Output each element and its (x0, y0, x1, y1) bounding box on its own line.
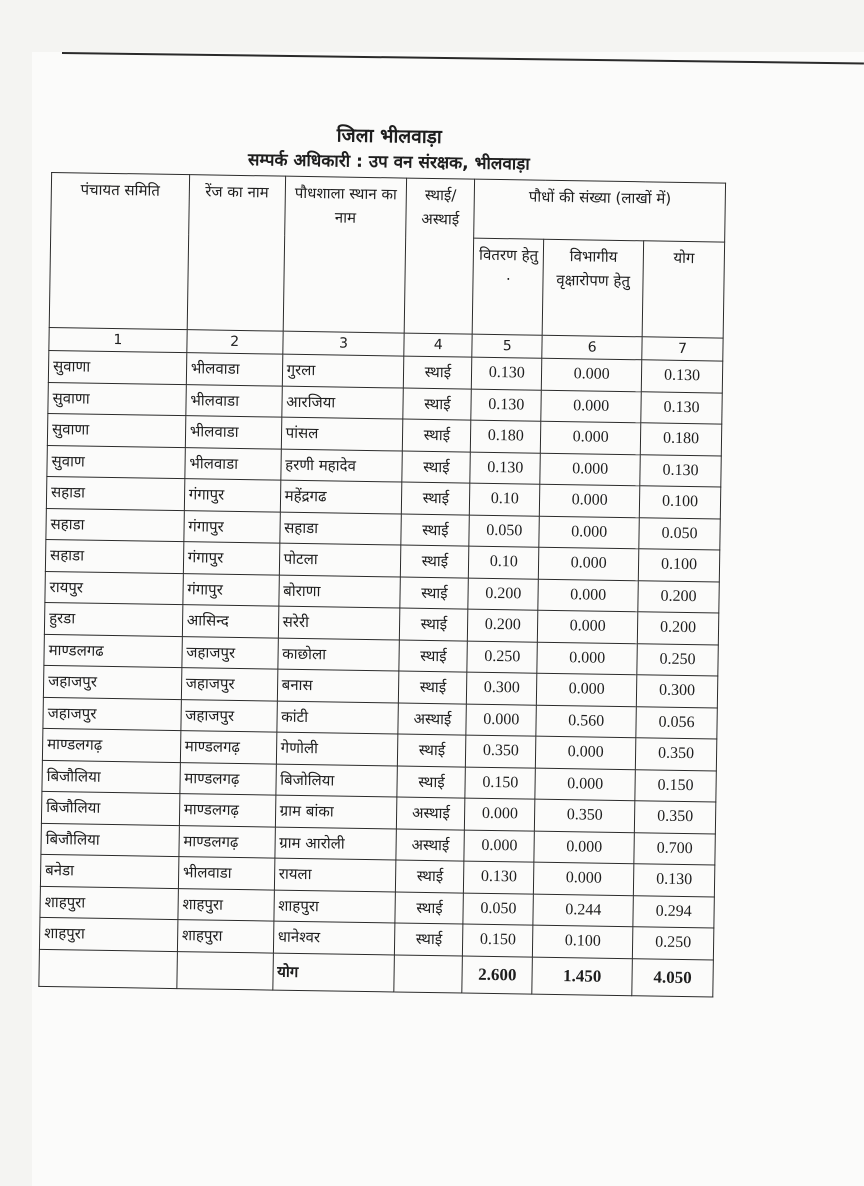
cell-nursery: हरणी महादेव (280, 449, 402, 482)
cell-distribution: 0.050 (469, 515, 539, 548)
column-number: 5 (472, 334, 542, 358)
cell-panchayat: माण्डलगढ़ (42, 728, 180, 762)
cell-panchayat: माण्डलगढ (44, 634, 182, 668)
cell-distribution: 0.150 (465, 767, 535, 800)
cell-distribution: 0.10 (470, 483, 540, 516)
cell-nursery: महेंद्रगढ (280, 480, 402, 513)
cell-departmental: 0.000 (539, 516, 639, 549)
cell-nursery: पोटला (279, 543, 401, 576)
cell-panchayat: सहाडा (46, 508, 184, 542)
cell-total: 0.200 (638, 580, 719, 613)
cell-departmental: 0.350 (535, 799, 635, 832)
document-title: जिला भीलवाड़ा (336, 124, 442, 149)
cell-panchayat: सुवाणा (48, 350, 186, 384)
cell-type: स्थाई (402, 451, 470, 484)
cell-total: 0.180 (640, 423, 721, 456)
column-number: 3 (282, 331, 404, 356)
cell-nursery: कांटी (276, 701, 398, 734)
cell-type: स्थाई (399, 671, 467, 704)
cell-panchayat: सुवाण (47, 445, 185, 479)
cell-departmental: 0.000 (535, 768, 635, 801)
cell-type: अस्थाई (396, 829, 464, 862)
cell-departmental: 0.000 (537, 673, 637, 706)
cell-total: 0.130 (640, 454, 721, 487)
cell-range: जहाजपुर (181, 668, 277, 701)
cell-nursery: बिजोलिया (276, 764, 398, 797)
cell-distribution: 0.180 (471, 420, 541, 453)
cell-nursery: ग्राम बांका (275, 795, 397, 828)
cell-distribution: 0.10 (469, 546, 539, 579)
cell-distribution: 0.000 (464, 830, 534, 863)
cell-nursery: शाहपुरा (274, 890, 396, 923)
header-plant-count: पौधों की संख्या (लाखों में) (474, 179, 726, 242)
cell-departmental: 0.244 (533, 894, 633, 927)
cell-distribution: 0.130 (470, 452, 540, 485)
cell-total: 0.130 (633, 864, 714, 897)
cell-distribution: 0.200 (468, 609, 538, 642)
header-departmental: विभागीय वृक्षारोपण हेतु (542, 239, 643, 337)
cell-type: स्थाई (395, 891, 463, 924)
cell-nursery: काछोला (277, 638, 399, 671)
header-type: स्थाई/ अस्थाई (405, 178, 475, 334)
cell-panchayat: शाहपुरा (40, 886, 178, 920)
cell-type: अस्थाई (398, 703, 466, 736)
cell-departmental: 0.000 (542, 358, 642, 391)
cell-type: स्थाई (403, 388, 471, 421)
cell-nursery: आरजिया (281, 386, 403, 419)
cell-departmental: 0.000 (540, 484, 640, 517)
header-distribution: वितरण हेतु · (472, 238, 543, 335)
cell-panchayat: हुरडा (44, 602, 182, 636)
cell-type: स्थाई (397, 766, 465, 799)
column-number: 2 (187, 330, 283, 355)
header-panchayat: पंचायत समिति (49, 173, 189, 330)
cell-panchayat: सहाडा (46, 476, 184, 510)
cell-range: जहाजपुर (182, 636, 278, 669)
cell-total: 0.056 (636, 706, 717, 739)
cell-type: स्थाई (400, 577, 468, 610)
cell-panchayat: सुवाणा (47, 413, 185, 447)
cell-type: स्थाई (398, 734, 466, 767)
cell-range: आसिन्द (182, 605, 278, 638)
cell-total: 0.350 (635, 738, 716, 771)
cell-distribution: 0.000 (465, 798, 535, 831)
table-body (39, 350, 722, 959)
cell-range: भीलवाडा (186, 353, 282, 386)
header-nursery: पौधशाला स्थान का नाम (283, 176, 407, 333)
cell-type: स्थाई (396, 860, 464, 893)
cell-range: माण्डलगढ़ (180, 731, 276, 764)
cell-panchayat: सुवाणा (48, 382, 186, 416)
cell-departmental: 0.000 (534, 831, 634, 864)
nursery-table (38, 172, 726, 997)
column-number: 7 (642, 337, 723, 361)
cell-total: 0.050 (639, 517, 720, 550)
cell-departmental: 0.000 (538, 610, 638, 643)
cell-type: स्थाई (403, 419, 471, 452)
cell-type: स्थाई (404, 356, 472, 389)
cell-departmental: 0.560 (536, 705, 636, 738)
cell-total: 0.100 (638, 549, 719, 582)
cell-range: भीलवाडा (185, 416, 281, 449)
cell-range: गंगापुर (184, 510, 280, 543)
cell-panchayat: सहाडा (45, 539, 183, 573)
cell-distribution: 0.200 (468, 578, 538, 611)
document-subtitle: सम्पर्क अधिकारी : उप वन संरक्षक, भीलवाड़ा (247, 150, 530, 175)
cell-total: 0.150 (635, 769, 716, 802)
cell-range: शाहपुरा (178, 888, 274, 921)
cell-panchayat: रायपुर (45, 571, 183, 605)
cell-panchayat: जहाजपुर (43, 665, 181, 699)
cell-distribution: 0.050 (463, 893, 533, 926)
total-distribution: 2.600 (462, 956, 532, 994)
cell-departmental: 0.000 (534, 862, 634, 895)
cell-nursery: धानेश्वर (273, 921, 395, 954)
cell-distribution: 0.000 (466, 704, 536, 737)
cell-total: 0.200 (637, 612, 718, 645)
header-range: रेंज का नाम (187, 175, 285, 331)
cell-total: 0.350 (634, 801, 715, 834)
cell-nursery: पांसल (281, 417, 403, 450)
cell-range: भीलवाडा (185, 447, 281, 480)
cell-range: गंगापुर (183, 573, 279, 606)
cell-total: 0.100 (639, 486, 720, 519)
cell-type: स्थाई (401, 514, 469, 547)
cell-distribution: 0.150 (463, 924, 533, 957)
cell-type: स्थाई (402, 482, 470, 515)
cell-panchayat: बिजौलिया (42, 760, 180, 794)
cell-total: 0.300 (636, 675, 717, 708)
cell-type: स्थाई (399, 640, 467, 673)
cell-total: 0.294 (633, 895, 714, 928)
column-number: 6 (542, 335, 642, 360)
total-label: योग (272, 953, 394, 992)
cell-range: भीलवाडा (186, 384, 282, 417)
document-sheet (38, 118, 727, 997)
cell-total: 0.130 (641, 360, 722, 393)
cell-distribution: 0.130 (471, 389, 541, 422)
cell-panchayat: शाहपुरा (39, 917, 177, 951)
cell-nursery: बनास (277, 669, 399, 702)
cell-panchayat: बिजौलिया (41, 791, 179, 825)
cell-range: भीलवाडा (178, 857, 274, 890)
total-departmental: 1.450 (532, 957, 632, 996)
cell-total: 0.130 (641, 391, 722, 424)
cell-departmental: 0.000 (540, 453, 640, 486)
cell-nursery: सहाडा (279, 512, 401, 545)
cell-distribution: 0.350 (466, 735, 536, 768)
cell-distribution: 0.130 (464, 861, 534, 894)
cell-range: शाहपुरा (177, 920, 273, 953)
header-total: योग (642, 241, 724, 338)
total-empty-cell (39, 949, 177, 988)
cell-type: स्थाई (401, 545, 469, 578)
cell-type: स्थाई (400, 608, 468, 641)
cell-distribution: 0.300 (467, 672, 537, 705)
cell-total: 0.250 (632, 927, 713, 960)
total-empty-cell (177, 951, 273, 990)
cell-range: माण्डलगढ़ (179, 825, 275, 858)
cell-nursery: बोराणा (278, 575, 400, 608)
cell-departmental: 0.000 (541, 390, 641, 423)
cell-panchayat: बनेडा (40, 854, 178, 888)
cell-range: माण्डलगढ़ (180, 762, 276, 795)
cell-range: माण्डलगढ़ (179, 794, 275, 827)
cell-departmental: 0.000 (541, 421, 641, 454)
cell-range: गंगापुर (184, 479, 280, 512)
cell-nursery: गुरला (282, 354, 404, 387)
cell-departmental: 0.000 (539, 547, 639, 580)
cell-nursery: सरेरी (278, 606, 400, 639)
cell-distribution: 0.250 (467, 641, 537, 674)
column-number: 1 (49, 327, 187, 352)
cell-total: 0.700 (634, 832, 715, 865)
cell-departmental: 0.100 (533, 925, 633, 958)
cell-departmental: 0.000 (537, 642, 637, 675)
cell-panchayat: जहाजपुर (43, 697, 181, 731)
cell-panchayat: बिजौलिया (41, 823, 179, 857)
cell-type: स्थाई (395, 923, 463, 956)
cell-nursery: रायला (274, 858, 396, 891)
column-number: 4 (404, 333, 472, 357)
cell-range: गंगापुर (183, 542, 279, 575)
total-grand: 4.050 (632, 958, 713, 996)
cell-nursery: ग्राम आरोली (275, 827, 397, 860)
cell-distribution: 0.130 (472, 357, 542, 390)
cell-type: अस्थाई (397, 797, 465, 830)
cell-nursery: गेणोली (276, 732, 398, 765)
cell-total: 0.250 (637, 643, 718, 676)
cell-departmental: 0.000 (538, 579, 638, 612)
cell-departmental: 0.000 (536, 736, 636, 769)
cell-range: जहाजपुर (181, 699, 277, 732)
total-empty-cell (394, 954, 462, 992)
